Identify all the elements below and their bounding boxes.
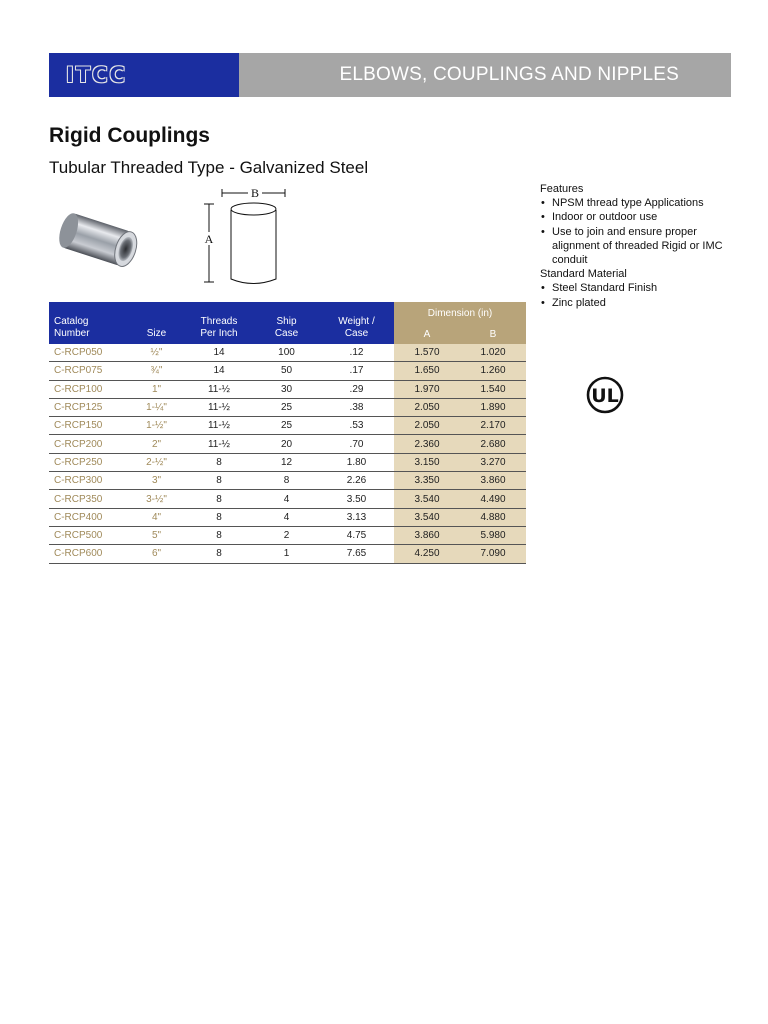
weight-cell: 7.65 [319,545,394,563]
dimension-a-cell: 2.050 [394,417,460,435]
threads-cell: 14 [184,344,254,362]
size-cell: ¾" [129,362,184,380]
weight-cell: .12 [319,344,394,362]
dimension-b-cell: 1.890 [460,398,526,416]
ship-case-cell: 1 [254,545,319,563]
table-row [49,508,526,526]
size-cell: 2-½" [129,453,184,471]
weight-cell: .70 [319,435,394,453]
ship-case-cell: 8 [254,472,319,490]
ship-case-cell: 12 [254,453,319,471]
ship-case-cell: 50 [254,362,319,380]
dimension-a-cell: 3.540 [394,490,460,508]
dimension-b-cell: 4.490 [460,490,526,508]
table-row [49,398,526,416]
table-row [49,545,526,563]
catalog-number-cell: C-RCP500 [49,526,129,544]
dimension-b-cell: 1.540 [460,380,526,398]
dimension-a-label: A [204,232,214,246]
coupling-photo [55,205,147,277]
weight-cell: .29 [319,380,394,398]
ship-case-cell: 30 [254,380,319,398]
size-cell: 1" [129,380,184,398]
catalog-number-cell: C-RCP050 [49,344,129,362]
ship-case-cell: 2 [254,526,319,544]
header-label: Threads [200,316,238,327]
header-label: Number [54,328,90,339]
weight-cell: 1.80 [319,453,394,471]
col-catalog-number [49,302,129,344]
threads-cell: 8 [184,508,254,526]
header-label: Size [146,328,167,339]
weight-cell: 3.13 [319,508,394,526]
dimension-drawing [200,183,310,291]
size-cell: 2" [129,435,184,453]
header-label: Catalog [54,316,89,327]
size-cell: 5" [129,526,184,544]
threads-cell: 11-½ [184,380,254,398]
spec-table [49,302,526,564]
size-cell: 3" [129,472,184,490]
catalog-number-cell: C-RCP100 [49,380,129,398]
threads-cell: 11-½ [184,417,254,435]
table-row [49,472,526,490]
dimension-a-cell: 3.350 [394,472,460,490]
catalog-number-cell: C-RCP250 [49,453,129,471]
catalog-number-cell: C-RCP300 [49,472,129,490]
ship-case-cell: 20 [254,435,319,453]
table-row [49,362,526,380]
ship-case-cell: 4 [254,490,319,508]
features-heading: Features [540,183,584,195]
threads-cell: 11-½ [184,435,254,453]
weight-cell: 3.50 [319,490,394,508]
dimension-b-cell: 7.090 [460,545,526,563]
threads-cell: 11-½ [184,398,254,416]
dimension-b-cell: 3.860 [460,472,526,490]
material-list [540,281,740,309]
page-title: Rigid Couplings [49,124,210,147]
size-cell: 3-½" [129,490,184,508]
material-heading: Standard Material [540,268,627,281]
table-row [49,435,526,453]
weight-cell: 4.75 [319,526,394,544]
ship-case-cell: 4 [254,508,319,526]
dimension-a-cell: 4.250 [394,545,460,563]
header-label: Ship [276,316,297,327]
ship-case-cell: 100 [254,344,319,362]
weight-cell: .53 [319,417,394,435]
threads-cell: 8 [184,545,254,563]
header-label: Case [274,328,299,339]
company-logo: ITCC [66,63,127,87]
spec-table-body [49,344,526,563]
features-panel [540,182,740,310]
catalog-number-cell: C-RCP150 [49,417,129,435]
threads-cell: 8 [184,453,254,471]
size-cell: 4" [129,508,184,526]
table-row [49,417,526,435]
ul-listed-icon [585,376,625,414]
threads-cell: 8 [184,526,254,544]
dimension-b-cell: 5.980 [460,526,526,544]
col-dimension-a: A [394,328,460,344]
ship-case-cell: 25 [254,398,319,416]
size-cell: 6" [129,545,184,563]
header-label: Weight / [338,316,375,327]
dimension-a-cell: 1.970 [394,380,460,398]
table-row [49,380,526,398]
catalog-number-cell: C-RCP350 [49,490,129,508]
dimension-a-cell: 3.150 [394,453,460,471]
catalog-number-cell: C-RCP600 [49,545,129,563]
size-cell: 1-½" [129,417,184,435]
table-row [49,526,526,544]
title-block [239,53,731,97]
dimension-b-label: B [250,186,260,200]
features-item: • NPSM thread type Applications [540,196,740,210]
threads-cell: 8 [184,490,254,508]
dimension-a-cell: 2.050 [394,398,460,416]
size-cell: 1-¼" [129,398,184,416]
dimension-b-cell: 2.170 [460,417,526,435]
weight-cell: .17 [319,362,394,380]
header-label: Case [344,328,369,339]
ul-mark-text: UL [591,385,619,407]
threads-cell: 14 [184,362,254,380]
dimension-a-cell: 3.860 [394,526,460,544]
section-title: ELBOWS, COUPLINGS AND NIPPLES [339,64,679,85]
material-item: • Zinc plated [540,296,740,310]
dimension-b-cell: 1.260 [460,362,526,380]
dimension-a-cell: 1.570 [394,344,460,362]
dimension-a-cell: 2.360 [394,435,460,453]
catalog-number-cell: C-RCP125 [49,398,129,416]
material-item: • Steel Standard Finish [540,281,740,295]
col-size [129,302,184,344]
col-dimension-group: Dimension (in) [394,302,526,328]
size-cell: ½" [129,344,184,362]
dimension-a-cell: 3.540 [394,508,460,526]
page-subtitle: Tubular Threaded Type - Galvanized Steel [49,158,369,177]
catalog-number-cell: C-RCP200 [49,435,129,453]
col-weight [319,302,394,344]
table-row [49,453,526,471]
dimension-b-cell: 1.020 [460,344,526,362]
col-dimension-b: B [460,328,526,344]
dimension-a-cell: 1.650 [394,362,460,380]
dimension-b-cell: 4.880 [460,508,526,526]
header-banner [49,53,731,97]
features-item: • Indoor or outdoor use [540,210,740,224]
features-item: • Use to join and ensure proper alignment of threaded Rigid or IMC conduit [540,225,740,268]
threads-cell: 8 [184,472,254,490]
ship-case-cell: 25 [254,417,319,435]
logo-block [49,53,239,97]
features-list [540,196,740,267]
table-row [49,344,526,362]
table-row [49,490,526,508]
dimension-b-cell: 2.680 [460,435,526,453]
col-ship-case [254,302,319,344]
dimension-b-cell: 3.270 [460,453,526,471]
weight-cell: .38 [319,398,394,416]
catalog-number-cell: C-RCP400 [49,508,129,526]
col-threads [184,302,254,344]
header-label: Per Inch [200,328,238,339]
weight-cell: 2.26 [319,472,394,490]
catalog-number-cell: C-RCP075 [49,362,129,380]
